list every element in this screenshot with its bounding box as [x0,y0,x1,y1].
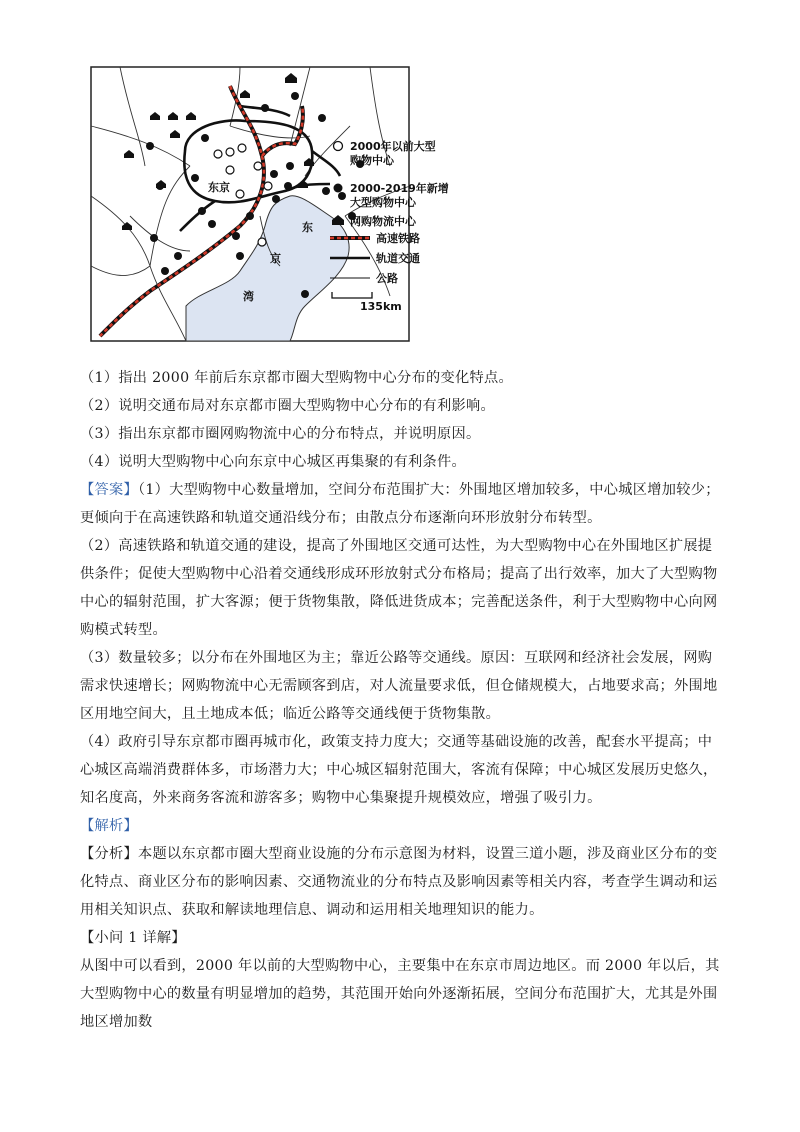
analysis-tag: 【解析】 [80,818,138,834]
legend-old-mall-line2: 购物中心 [350,154,394,167]
legend-railway-label: 高速铁路 [376,232,420,245]
legend-logistics-icon [332,215,344,225]
answer-paragraph-4: （4）政府引导东京都市圈再城市化，政策支持力度大；交通等基础设施的改善，配套水平提高；中心城区高端消费群体多，市场潜力大；中心城区辐射范围大，客流有保障；中心城区发展历史悠久，知名度高，外来商务客流和游客多；购物中心集聚提升规模效应，增强了吸引力。 [80,734,718,806]
analysis-fenxi: 【分析】本题以东京都市圈大型商业设施的分布示意图为材料，设置三道小题，涉及商业区分布的变化特点、商业区分布的影响因素、交通物流业的分布特点及影响因素等相关内容，考查学生调动和运用相关知识点、获取和解读地理信息、调动和运用相关地理知识的能力。 [80,846,718,918]
legend-logistics-label: 网购物流中心 [350,215,416,228]
scale-bar [332,292,372,298]
question-4: （4）说明大型购物中心向东京中心城区再集聚的有利条件。 [80,454,467,470]
bay-char-1: 东 [302,221,313,234]
legend-new-mall-label [350,181,453,209]
bay-char-3: 湾 [243,290,254,303]
scale-label: 135km [360,300,402,313]
legend-rail-label: 轨道交通 [376,252,420,265]
legend-svg [330,136,480,316]
legend-road-label: 公路 [376,272,398,285]
city-label: 东京 [208,181,230,194]
legend-old-mall-label [350,139,439,167]
legend-new-mall-icon [334,184,343,193]
answer-paragraph-1 [80,476,720,532]
sub-question-1-detail: 从图中可以看到，2000 年以前的大型购物中心，主要集中在东京市周边地区。而 2000 年以后，其大型购物中心的数量有明显增加的趋势，其范围开始向外逐渐拓展，空间分布范围扩大，尤其是外围地区增加数 [80,958,720,1030]
answer-paragraph-3: （3）数量较多；以分布在外围地区为主；靠近公路等交通线。原因：互联网和经济社会发展，网购需求快速增长；网购物流中心无需顾客到店，对人流量要求低，但仓储规模大，占地要求高；外围地区用地空间大，且土地成本低；临近公路等交通线便于货物集散。 [80,650,718,722]
answer-paragraph-2: （2）高速铁路和轨道交通的建设，提高了外围地区交通可达性，为大型购物中心在外围地区扩展提供条件；促使大型购物中心沿着交通线形成环形放射式分布格局；提高了出行效率，加大了大型购物中心的辐射范围，扩大客源；便于货物集散，降低进货成本；完善配送条件，利于大型购物中心向网购模式转型。 [80,538,718,638]
answer-1-text: （1）大型购物中心数量增加，空间分布范围扩大：外围地区增加较多，中心城区增加较少；更倾向于在高速铁路和轨道交通沿线分布；由散点分布逐渐向环形放射分布转型。 [80,482,720,526]
legend-new-mall-line1: 2000-2019年新增 [350,182,449,195]
question-2: （2）说明交通布局对东京都市圈大型购物中心分布的有利影响。 [80,398,495,414]
answer-tag: 【答案】 [80,482,138,498]
legend-panel [330,136,480,316]
question-3: （3）指出东京都市圈网购物流中心的分布特点，并说明原因。 [80,426,481,442]
document-body [80,364,720,1036]
sub-question-1-title: 【小问 1 详解】 [80,930,186,946]
question-1: （1）指出 2000 年前后东京都市圈大型购物中心分布的变化特点。 [80,370,513,386]
legend-old-mall-line1: 2000年以前大型 [350,140,436,153]
legend-new-mall-line2: 大型购物中心 [350,196,416,209]
bay-char-2: 京 [270,252,281,265]
legend-old-mall-icon [334,142,343,151]
